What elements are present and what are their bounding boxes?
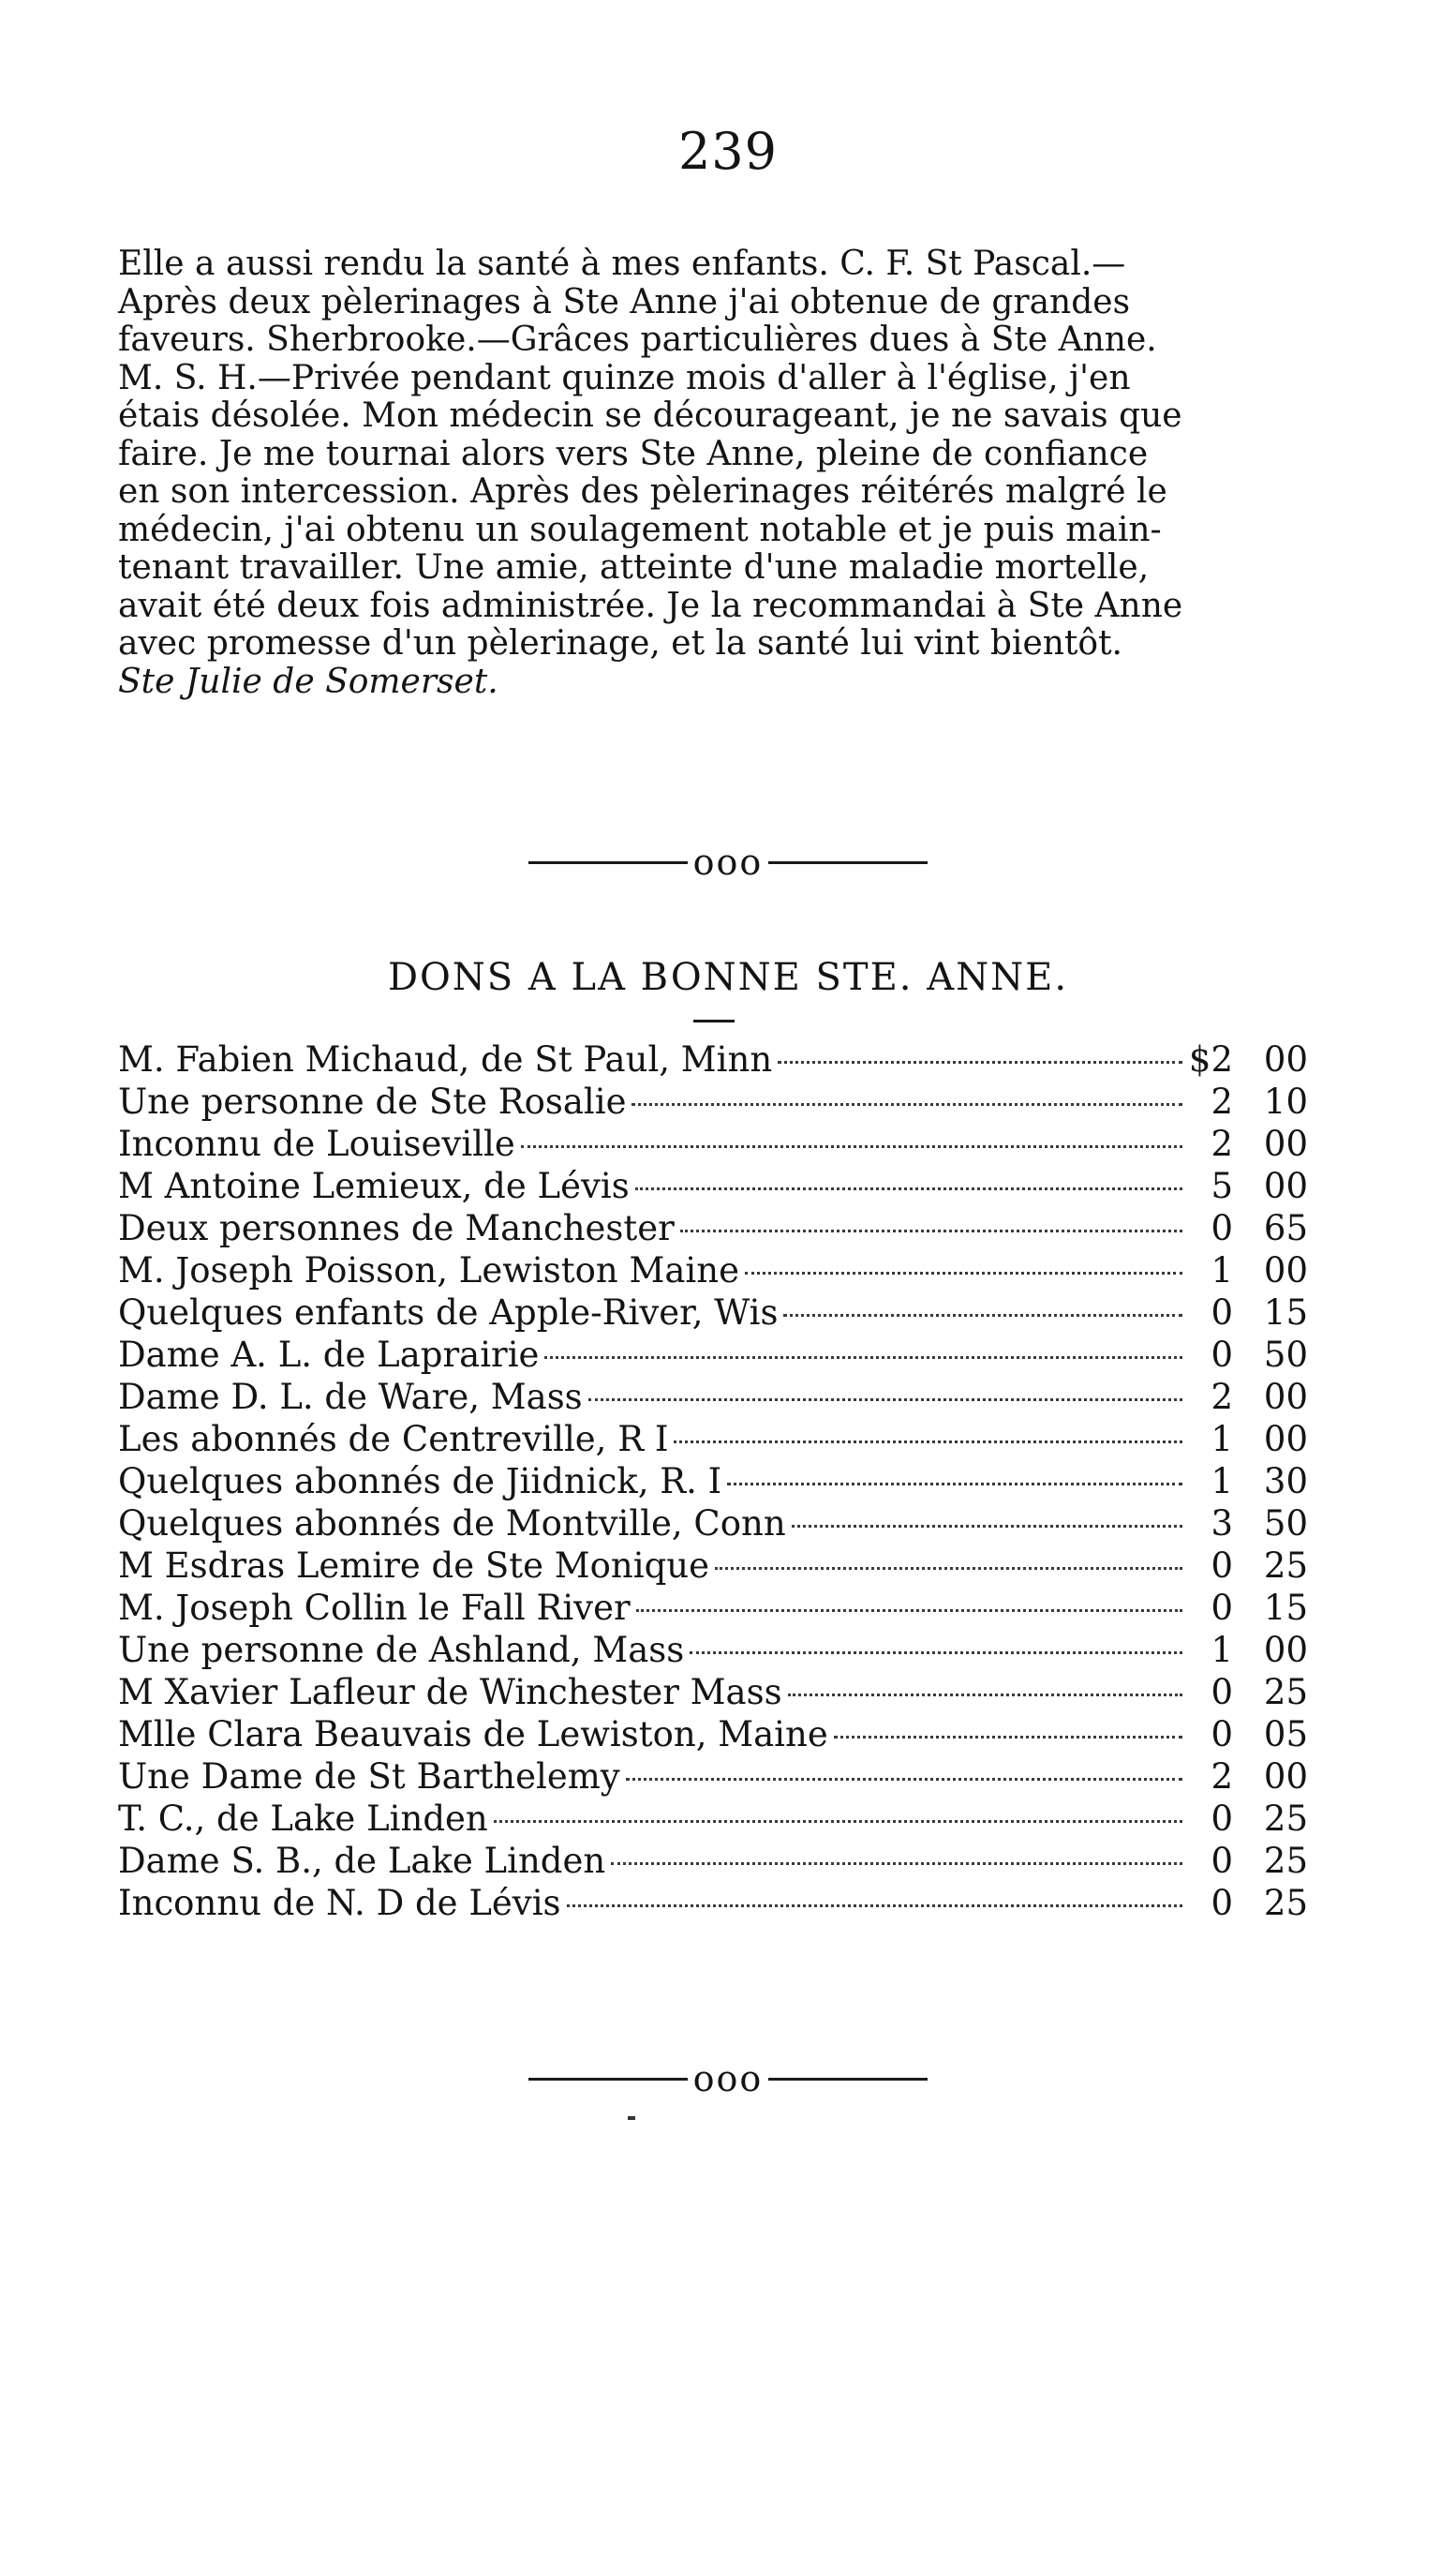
- amount-cents: 30: [1263, 1461, 1308, 1501]
- paragraph-line: faire. Je me tournai alors vers Ste Anne, pleine de confiance: [118, 434, 1149, 473]
- paragraph-line: médecin, j'ai obtenu un soulagement notable et je puis main-: [118, 510, 1162, 549]
- dot-leader: [567, 1904, 1182, 1907]
- separator-text: ooo: [692, 2058, 764, 2099]
- amount-dollars: 3: [1211, 1503, 1233, 1544]
- amount-dollars: 0: [1211, 1208, 1233, 1248]
- amount-cents: 00: [1263, 1419, 1308, 1459]
- separator-dash-right: [768, 2078, 928, 2081]
- dot-leader: [631, 1103, 1182, 1106]
- amount-dollars: 2: [1211, 1756, 1233, 1797]
- separator-dash-left: [528, 861, 688, 864]
- donation-row: [118, 1460, 1308, 1502]
- donor-name: Dame A. L. de Laprairie: [118, 1335, 540, 1375]
- dot-leader: [544, 1356, 1182, 1359]
- donor-name: Inconnu de N. D de Lévis: [118, 1883, 561, 1923]
- dot-leader: [778, 1061, 1182, 1064]
- amount-cents: 25: [1263, 1672, 1308, 1712]
- amount-dollars: 0: [1211, 1883, 1233, 1923]
- donor-name: Une Dame de St Barthelemy: [118, 1756, 620, 1797]
- donation-row: [118, 1840, 1308, 1882]
- amount-dollars: 0: [1211, 1588, 1233, 1628]
- amount-cents: 50: [1263, 1335, 1308, 1375]
- amount-cents: 00: [1263, 1756, 1308, 1797]
- amount-dollars: 1: [1211, 1250, 1233, 1291]
- donations-heading: DONS A LA BONNE STE. ANNE.: [387, 956, 1069, 999]
- donation-row: [118, 1545, 1308, 1587]
- amount-dollars: 1: [1211, 1419, 1233, 1459]
- donation-row: [118, 1418, 1308, 1460]
- amount-cents: 00: [1263, 1630, 1308, 1670]
- donor-name: Dame S. B., de Lake Linden: [118, 1841, 606, 1881]
- donor-name: M Esdras Lemire de Ste Monique: [118, 1545, 710, 1586]
- amount-dollars: 0: [1211, 1714, 1233, 1754]
- amount-dollars: 2: [1211, 1377, 1233, 1417]
- amount-cents: 15: [1263, 1292, 1308, 1333]
- amount-dollars: 0: [1211, 1798, 1233, 1839]
- amount-dollars: 0: [1211, 1335, 1233, 1375]
- dot-leader: [626, 1778, 1182, 1781]
- dot-leader: [674, 1440, 1182, 1443]
- donation-row: [118, 1798, 1308, 1840]
- dot-leader: [636, 1609, 1182, 1612]
- dot-leader: [635, 1187, 1182, 1190]
- donor-name: M Antoine Lemieux, de Lévis: [118, 1166, 630, 1206]
- section-separator: [0, 842, 1456, 883]
- donor-name: T. C., de Lake Linden: [118, 1798, 488, 1839]
- separator-text: ooo: [692, 842, 764, 883]
- donation-row: [118, 1334, 1308, 1376]
- donor-name: Quelques enfants de Apple-River, Wis: [118, 1292, 779, 1333]
- donation-row: [118, 1249, 1308, 1291]
- dot-leader: [745, 1272, 1182, 1275]
- paragraph-line: avec promesse d'un pèlerinage, et la santé lui vint bientôt.: [118, 624, 1122, 663]
- donor-name: Une personne de Ste Rosalie: [118, 1082, 627, 1122]
- donation-row: [118, 1755, 1308, 1798]
- donation-row: [118, 1671, 1308, 1713]
- donation-row: [118, 1502, 1308, 1545]
- amount-cents: 65: [1263, 1208, 1308, 1248]
- amount-cents: 00: [1263, 1039, 1308, 1080]
- donation-row: [118, 1165, 1308, 1207]
- dot-leader: [611, 1862, 1182, 1865]
- amount-cents: 00: [1263, 1377, 1308, 1417]
- donor-name: M. Joseph Poisson, Lewiston Maine: [118, 1250, 739, 1291]
- amount-cents: 05: [1263, 1714, 1308, 1754]
- amount-cents: 10: [1263, 1082, 1308, 1122]
- dot-leader: [521, 1145, 1182, 1148]
- donations-list: [118, 1038, 1308, 1924]
- paragraph-line: faveurs. Sherbrooke.—Grâces particulières dues à Ste Anne.: [118, 321, 1157, 359]
- dot-leader: [588, 1398, 1182, 1401]
- dot-leader: [792, 1525, 1182, 1528]
- paragraph-line: Après deux pèlerinages à Ste Anne j'ai obtenue de grandes: [118, 282, 1131, 321]
- donation-row: [118, 1629, 1308, 1671]
- amount-cents: 00: [1263, 1124, 1308, 1164]
- dot-leader: [783, 1314, 1182, 1317]
- separator-dash-left: [528, 2078, 688, 2081]
- testimonial-paragraph: [118, 246, 1308, 701]
- amount-cents: 25: [1263, 1841, 1308, 1881]
- amount-dollars: 2: [1211, 1082, 1233, 1122]
- donation-row: [118, 1376, 1308, 1418]
- dot-leader: [834, 1736, 1182, 1739]
- donation-row: [118, 1713, 1308, 1755]
- amount-cents: 25: [1263, 1545, 1308, 1586]
- amount-dollars: 1: [1211, 1461, 1233, 1501]
- donation-row: [118, 1882, 1308, 1924]
- dot-leader: [494, 1820, 1182, 1823]
- paragraph-line: Elle a aussi rendu la santé à mes enfants. C. F. St Pascal.—: [118, 245, 1126, 283]
- amount-cents: 25: [1263, 1883, 1308, 1923]
- amount-dollars: $2: [1188, 1039, 1233, 1080]
- donor-name: Quelques abonnés de Montville, Conn: [118, 1503, 786, 1544]
- amount-cents: 25: [1263, 1798, 1308, 1839]
- donation-row: [118, 1291, 1308, 1334]
- amount-cents: 15: [1263, 1588, 1308, 1628]
- donor-name: Une personne de Ashland, Mass: [118, 1630, 685, 1670]
- amount-dollars: 0: [1211, 1672, 1233, 1712]
- dot-leader: [727, 1483, 1182, 1485]
- separator-dash-right: [768, 861, 928, 864]
- donation-row: [118, 1587, 1308, 1629]
- paragraph-line: tenant travailler. Une amie, atteinte d'une maladie mortelle,: [118, 548, 1150, 587]
- amount-dollars: 5: [1211, 1166, 1233, 1206]
- donor-name: Inconnu de Louiseville: [118, 1124, 515, 1164]
- paragraph-line: étais désolée. Mon médecin se décourageant, je ne savais que: [118, 396, 1182, 435]
- donation-row: [118, 1081, 1308, 1123]
- dot-leader: [715, 1567, 1182, 1570]
- donor-name: M. Fabien Michaud, de St Paul, Minn: [118, 1039, 773, 1080]
- printer-mark: [628, 2116, 635, 2120]
- amount-cents: 00: [1263, 1166, 1308, 1206]
- amount-dollars: 0: [1211, 1841, 1233, 1881]
- donor-name: Mlle Clara Beauvais de Lewiston, Maine: [118, 1714, 828, 1754]
- paragraph-signature-line: Ste Julie de Somerset.: [118, 662, 498, 701]
- amount-dollars: 1: [1211, 1630, 1233, 1670]
- amount-dollars: 2: [1211, 1124, 1233, 1164]
- heading-underline: [693, 1020, 735, 1022]
- page-number: 239: [677, 122, 779, 181]
- donor-name: Quelques abonnés de Jiidnick, R. I: [118, 1461, 722, 1501]
- end-separator: [0, 2058, 1456, 2099]
- dot-leader: [690, 1651, 1182, 1654]
- donor-name: Dame D. L. de Ware, Mass: [118, 1377, 583, 1417]
- amount-cents: 50: [1263, 1503, 1308, 1544]
- paragraph-line: en son intercession. Après des pèlerinages réitérés malgré le: [118, 472, 1167, 511]
- donation-row: [118, 1038, 1308, 1081]
- donation-row: [118, 1207, 1308, 1249]
- amount-cents: 00: [1263, 1250, 1308, 1291]
- paragraph-line: avait été deux fois administrée. Je la recommandai à Ste Anne: [118, 586, 1183, 625]
- donor-name: Deux personnes de Manchester: [118, 1208, 675, 1248]
- amount-dollars: 0: [1211, 1545, 1233, 1586]
- donor-name: M. Joseph Collin le Fall River: [118, 1588, 631, 1628]
- donor-name: M Xavier Lafleur de Winchester Mass: [118, 1672, 782, 1712]
- dot-leader: [680, 1230, 1182, 1232]
- paragraph-line: M. S. H.—Privée pendant quinze mois d'aller à l'église, j'en: [118, 358, 1131, 397]
- donor-name: Les abonnés de Centreville, R I: [118, 1419, 669, 1459]
- amount-dollars: 0: [1211, 1292, 1233, 1333]
- dot-leader: [788, 1694, 1182, 1696]
- donation-row: [118, 1123, 1308, 1165]
